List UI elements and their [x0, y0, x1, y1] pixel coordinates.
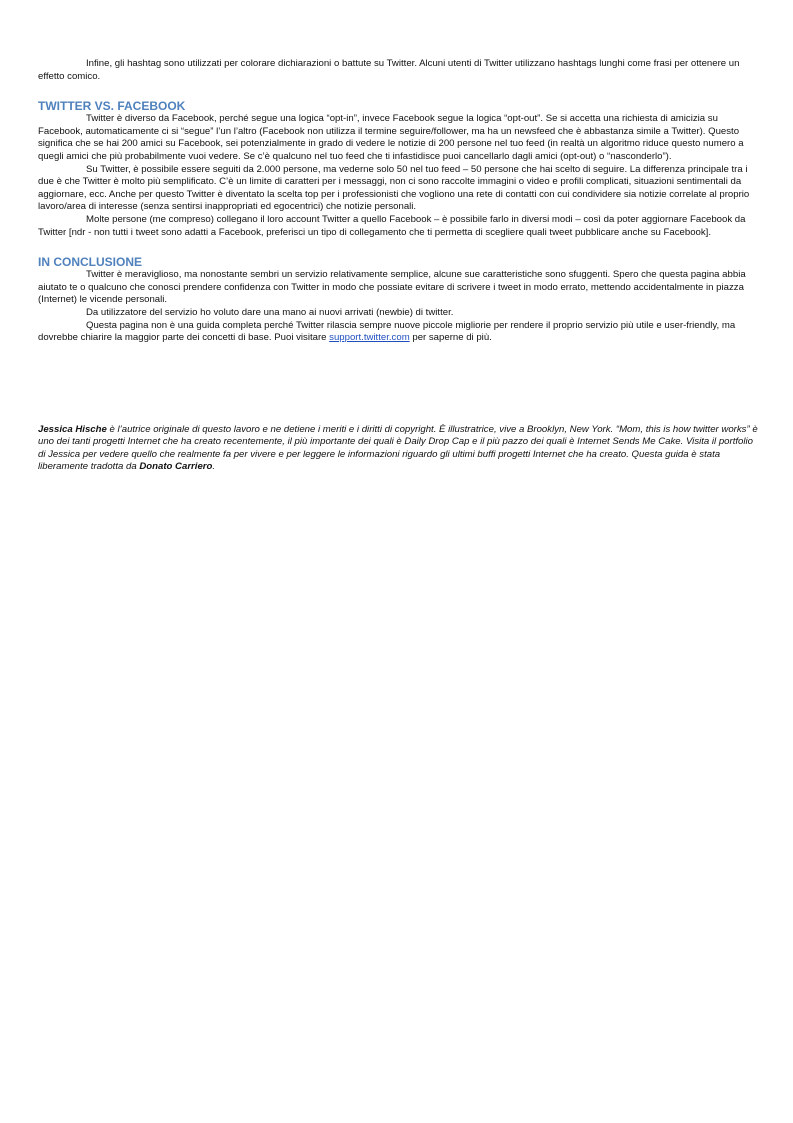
- section2-paragraph-1: Twitter è meraviglioso, ma nonostante sembri un servizio relativamente semplice, alcune sue caratteristiche sono sfuggenti. Spero che questa pagina abbia aiutato te o qualcuno che conosci prendere confidenza con Twitter in modo che possiate evitare di scrivere i tweet in modo errato, mettendo accidentalmente in piazza (Internet) le vicende personali.: [38, 269, 746, 306]
- section2-paragraph-3: [38, 320, 760, 345]
- support-twitter-link[interactable]: support.twitter.com: [329, 332, 410, 344]
- credits-text: è l’autrice originale di questo lavoro e ne detiene i meriti e i diritti di copyright. È illustratrice, vive a Brooklyn, New York. “Mom, this is how twitter works” è uno dei tanti progetti Internet che ha creato recentemente, il più importante dei quali è Daily Drop Cap e il più pazzo dei quali è Internet Sends Me Cake. Visita il portfolio di Jessica per vedere quello che realmente fa per vivere e per leggere le informazioni riguardo gli ultimi buffi progetti Internet che ha creato. Questa guida è stata liberamente tradotta da: [38, 423, 758, 473]
- credits-paragraph: [38, 424, 760, 474]
- translator-name: Donato Carriero: [139, 461, 213, 473]
- intro-paragraph: Infine, gli hashtag sono utilizzati per colorare dichiarazioni o battute su Twitter. Alcuni utenti di Twitter utilizzano hashtags lunghi come frasi per ottenere un effetto comico.: [38, 58, 740, 82]
- author-name: Jessica Hische: [38, 423, 107, 435]
- section2-paragraph-3-tail: per saperne di più.: [409, 332, 492, 344]
- credits-block: [38, 424, 760, 474]
- section2-paragraph-3-text: Questa pagina non è una guida completa perché Twitter rilascia sempre nuove piccole migliorie per rendere il proprio servizio più utile e user-friendly, ma dovrebbe chiarire la maggior parte dei concetti di base. Puoi visitare: [38, 319, 736, 344]
- section2-paragraph-2: Da utilizzatore del servizio ho voluto dare una mano ai nuovi arrivati (newbie) di twitter.: [86, 306, 454, 318]
- section1-paragraph-3: Molte persone (me compreso) collegano il loro account Twitter a quello Facebook – è possibile farlo in diversi modi – così da poter aggiornare Facebook da Twitter [ndr - non tutti i tweet sono adatti a Facebook, preferisci un tipo di collegamento che ti permetta di scegliere quali tweet pubblicare anche su Facebook].: [38, 213, 746, 238]
- section1-paragraph-2: Su Twitter, è possibile essere seguiti da 2.000 persone, ma vederne solo 50 nel tuo feed – 50 persone che hai scelto di seguire. La differenza principale tra i due è che Twitter è molto più semplificato. C’è un limite di caratteri per i messaggi, non ci sono raccolte immagini o video e profili complicati, situazioni sentimentali da aggiornare, ecc. Anche per questo Twitter è diventato la scelta top per i professionisti che vogliono una rete di contatti con cui condividere sia notizie correlate al proprio lavoro/area di interesse (senza sentirsi inappropriati ed egocentrici) che notizie personali.: [38, 163, 750, 213]
- section-heading-conclusion: IN CONCLUSIONE: [38, 255, 143, 270]
- section1-paragraph-1: Twitter è diverso da Facebook, perché segue una logica “opt-in”, invece Facebook segue la logica “opt-out”. Se si accetta una richiesta di amicizia su Facebook, automaticamente ci si “segue” l’un l’altro (Facebook non utilizza il termine seguire/follower, ma ha un newsfeed che è abbastanza simile a Twitter). Questo significa che se hai 200 amici su Facebook, sei potenzialmente in grado di vedere le notizie di 200 persone nel tuo feed (in realtà un algoritmo riduce questo numero a quegli amici che più probabilmente vuoi vedere. Se c’è qualcuno nel tuo feed che ti infastidisce puoi cancellarlo dagli amici (opt-out) o “nasconderlo”).: [38, 113, 744, 162]
- document-page: [38, 58, 760, 474]
- section-heading-twitter-vs-facebook: TWITTER VS. FACEBOOK: [38, 99, 186, 114]
- credits-end: .: [212, 461, 216, 473]
